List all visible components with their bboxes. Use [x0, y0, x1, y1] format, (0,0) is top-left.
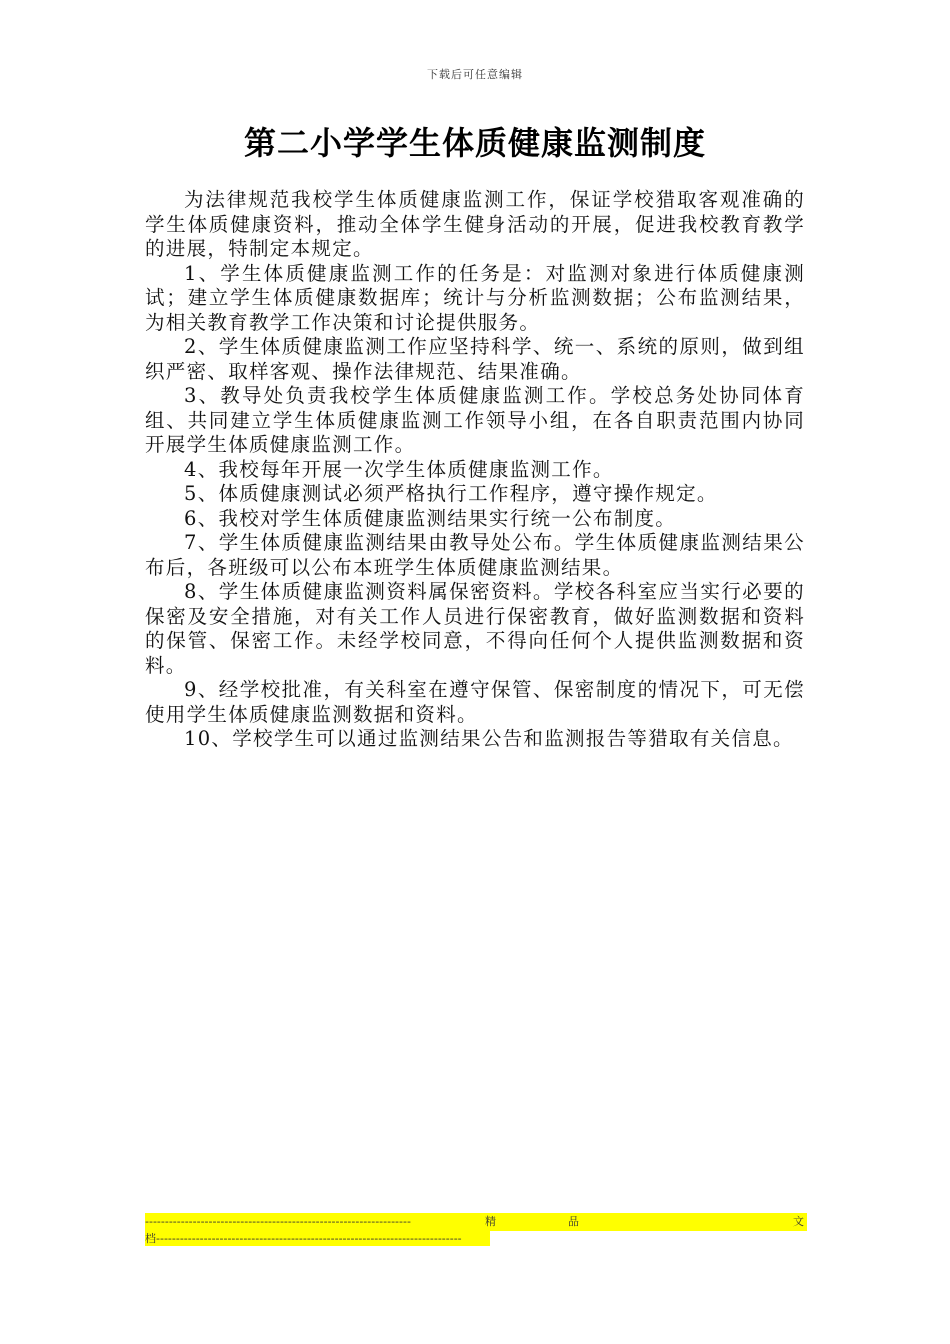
document-title: 第二小学学生体质健康监测制度	[243, 124, 706, 162]
footer-dashes: -------------------------------------------------------------------	[145, 1215, 411, 1228]
paragraph-2: 2、学生体质健康监测工作应坚持科学、统一、系统的原则，做到组织严密、取样客观、操作法律规范、结果准确。	[145, 335, 805, 383]
document-body	[145, 188, 805, 752]
paragraph-1: 1、学生体质健康监测工作的任务是：对监测对象进行体质健康测试；建立学生体质健康数据库；统计与分析监测数据；公布监测结果，为相关教育教学工作决策和讨论提供服务。	[145, 261, 805, 334]
paragraph-3: 3、教导处负责我校学生体质健康监测工作。学校总务处协同体育组、共同建立学生体质健康监测工作领导小组，在各自职责范围内协同开展学生体质健康监测工作。	[145, 384, 805, 456]
paragraph-10: 10、学校学生可以通过监测结果公告和监测报告等猎取有关信息。	[184, 727, 794, 750]
paragraph-9: 9、经学校批准，有关科室在遵守保管、保密制度的情况下，可无偿使用学生体质健康监测数据和资料。	[145, 678, 805, 726]
footer-highlight-line-2: 档-----------------------------------------------------------------------------	[145, 1231, 490, 1246]
paragraph-intro: 为法律规范我校学生体质健康监测工作，保证学校猎取客观准确的学生体质健康资料，推动全体学生健身活动的开展，促进我校教育教学的进展，特制定本规定。	[145, 188, 805, 260]
footer-char-wen: 文	[793, 1215, 804, 1228]
paragraph-7: 7、学生体质健康监测结果由教导处公布。学生体质健康监测结果公布后，各班级可以公布本班学生体质健康监测结果。	[145, 531, 805, 579]
header-note: 下载后可任意编辑	[427, 68, 523, 81]
paragraph-4: 4、我校每年开展一次学生体质健康监测工作。	[184, 457, 614, 481]
paragraph-6: 6、我校对学生体质健康监测结果实行统一公布制度。	[184, 506, 677, 530]
footer-char-jing: 精	[485, 1215, 496, 1228]
paragraph-8: 8、学生体质健康监测资料属保密资料。学校各科室应当实行必要的保密及安全措施，对有关工作人员进行保密教育，做好监测数据和资料的保管、保密工作。未经学校同意，不得向任何个人提供监测数据和资料。	[145, 580, 805, 677]
footer-char-pin: 品	[568, 1215, 579, 1228]
paragraph-5: 5、体质健康测试必须严格执行工作程序，遵守操作规定。	[184, 482, 718, 505]
footer-highlight-line-1	[145, 1213, 807, 1231]
